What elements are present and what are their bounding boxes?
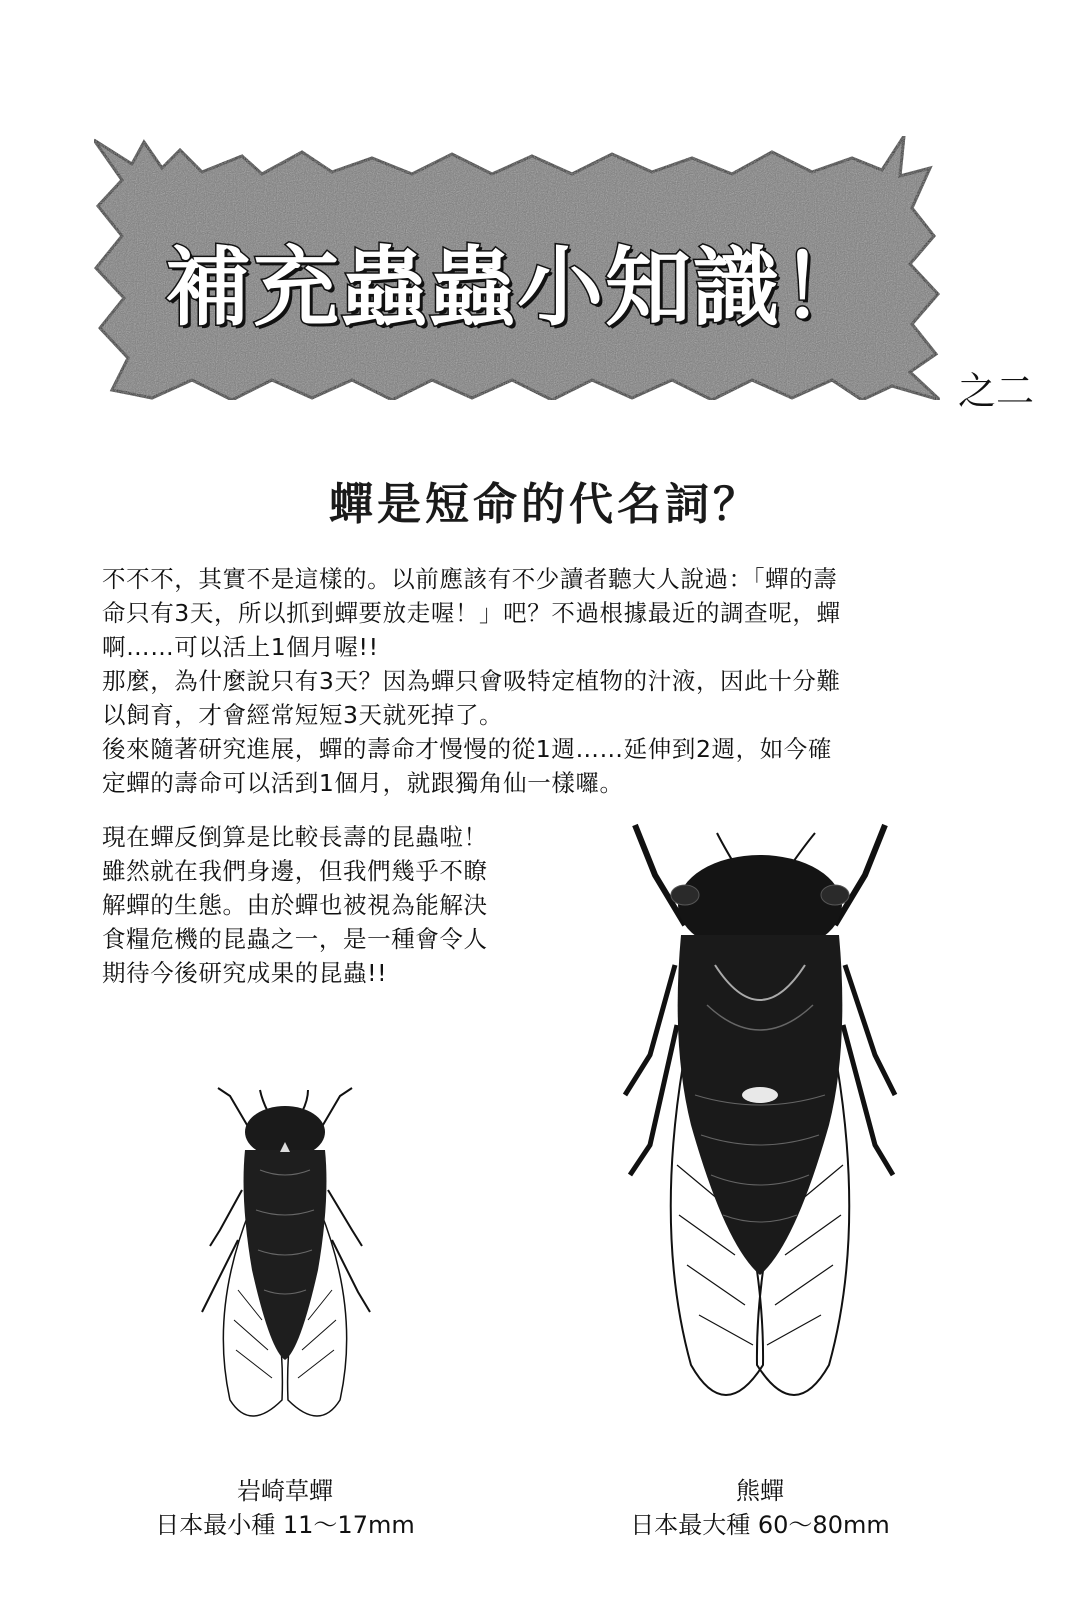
body-paragraph-1 [102,562,952,800]
body-paragraph-2 [102,820,542,990]
banner-title: 補充蟲蟲小知識！ [165,238,869,338]
banner-subtitle: 之二 [958,369,1035,413]
caption-small-cicada [140,1474,430,1542]
caption-large-cicada [610,1474,910,1542]
text-line: 現在蟬反倒算是比較長壽的昆蟲啦！ [102,823,488,851]
text-line: 雖然就在我們身邊，但我們幾乎不瞭 [102,857,488,885]
species-size: 日本最小種 11～17mm [155,1511,415,1539]
text-line: 以飼育，才會經常短短3天就死掉了。 [102,701,504,729]
text-line: 食糧危機的昆蟲之一，是一種會令人 [102,925,488,953]
large-cicada-illustration [595,805,925,1435]
text-line: 那麼，為什麼說只有3天？因為蟬只會吸特定植物的汁液，因此十分難 [102,667,841,695]
species-name: 熊蟬 [736,1477,784,1505]
text-line: 後來隨著研究進展，蟬的壽命才慢慢的從1週……延伸到2週，如今確 [102,735,833,763]
title-banner [92,128,942,408]
text-line: 解蟬的生態。由於蟬也被視為能解決 [102,891,488,919]
section-heading: 蟬是短命的代名詞？ [329,479,761,530]
text-line: 不不不，其實不是這樣的。以前應該有不少讀者聽大人說過：「蟬的壽 [102,565,838,593]
species-name: 岩崎草蟬 [237,1477,333,1505]
text-line: 啊……可以活上1個月喔!! [102,633,379,661]
text-line: 命只有3天，所以抓到蟬要放走喔！」吧？不過根據最近的調查呢，蟬 [102,599,841,627]
small-cicada-illustration [190,1060,380,1440]
species-size: 日本最大種 60～80mm [630,1511,890,1539]
text-line: 期待今後研究成果的昆蟲!! [102,959,388,987]
text-line: 定蟬的壽命可以活到1個月，就跟獨角仙一樣囉。 [102,769,624,797]
